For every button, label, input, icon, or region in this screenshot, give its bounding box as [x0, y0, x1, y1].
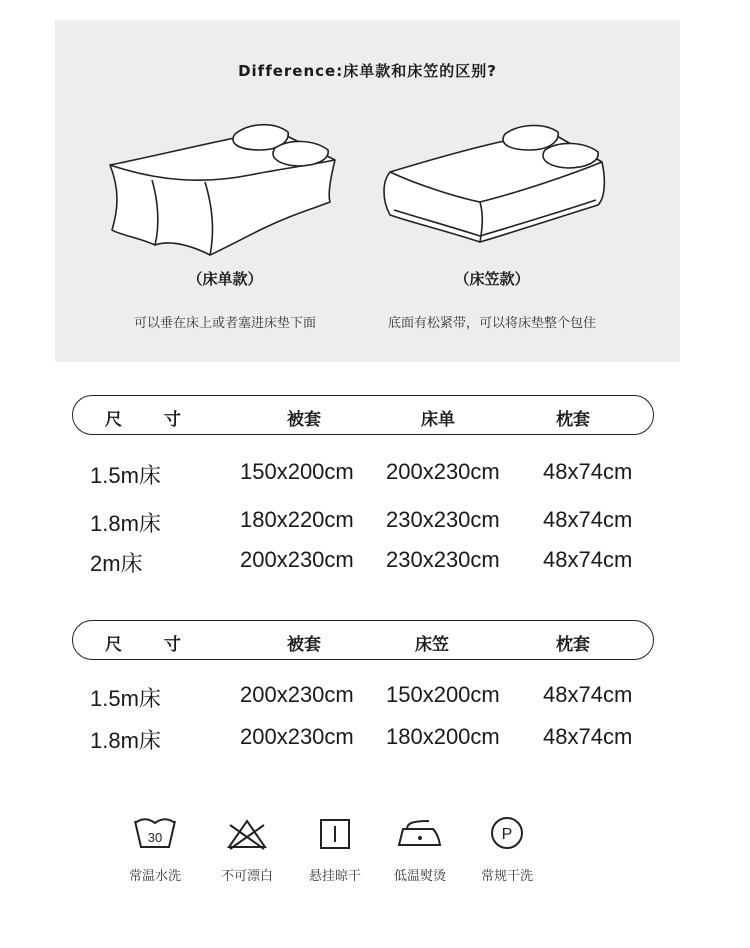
- table-row: [0, 547, 750, 577]
- hang-dry-icon: [312, 815, 358, 851]
- row-duvet: 200x230cm: [240, 724, 354, 749]
- row-size: 1.8m床: [90, 728, 161, 753]
- care-wash: [115, 815, 195, 884]
- row-fitted: 180x200cm: [386, 724, 500, 749]
- no-bleach-icon: [224, 815, 270, 851]
- row-pillowcase: 48x74cm: [543, 724, 633, 749]
- row-fitted: 150x200cm: [386, 682, 500, 707]
- flat-sheet-label: （床单款）: [187, 270, 263, 288]
- care-hang-dry-label: 悬挂晾干: [308, 869, 361, 884]
- low-iron-icon: [395, 815, 445, 851]
- table2-header-size: 尺 寸: [105, 635, 199, 655]
- row-sheet: 230x230cm: [386, 547, 500, 572]
- row-duvet: 200x230cm: [240, 547, 354, 572]
- row-pillowcase: 48x74cm: [543, 507, 633, 532]
- row-duvet: 180x220cm: [240, 507, 354, 532]
- table1-header-sheet: 床单: [421, 410, 455, 430]
- care-dry-clean: [467, 815, 547, 884]
- table-row: [0, 459, 750, 489]
- fitted-sheet-description: 底面有松紧带，可以将床垫整个包住: [387, 316, 596, 331]
- table1-header-pillowcase: 枕套: [556, 410, 590, 430]
- row-duvet: 150x200cm: [240, 459, 354, 484]
- table-row: [0, 682, 750, 712]
- table1-header-size: 尺 寸: [105, 410, 199, 430]
- fitted-sheet-label: （床笠款）: [454, 270, 530, 288]
- row-sheet: 200x230cm: [386, 459, 500, 484]
- table1-header-duvet: 被套: [287, 410, 321, 430]
- table-row: [0, 507, 750, 537]
- row-size: 2m床: [90, 551, 143, 576]
- flat-sheet-bed-illustration: [100, 120, 350, 260]
- table-row: [0, 724, 750, 754]
- dry-clean-icon: [484, 815, 530, 851]
- care-dry-clean-label: 常规干洗: [480, 869, 533, 884]
- fitted-sheet-bed-illustration: [380, 120, 620, 250]
- row-sheet: 230x230cm: [386, 507, 500, 532]
- row-pillowcase: 48x74cm: [543, 547, 633, 572]
- panel-title: [55, 60, 680, 81]
- row-size: 1.5m床: [90, 686, 161, 711]
- table2-header-pillowcase: 枕套: [556, 635, 590, 655]
- care-no-bleach-label: 不可漂白: [220, 869, 273, 884]
- care-low-iron-label: 低温熨烫: [393, 869, 446, 884]
- panel-title-en: Difference:: [238, 62, 344, 80]
- dry-clean-letter: P: [501, 826, 513, 843]
- care-wash-label: 常温水洗: [128, 869, 181, 884]
- table2-header-duvet: 被套: [287, 635, 321, 655]
- wash-30-icon: [132, 815, 178, 851]
- care-low-iron: [380, 815, 460, 884]
- table2-header-fitted: 床笠: [415, 635, 449, 655]
- table2-header: [72, 620, 654, 660]
- comparison-panel: [55, 20, 680, 362]
- wash-temperature: 30: [147, 830, 163, 845]
- row-duvet: 200x230cm: [240, 682, 354, 707]
- care-no-bleach: [207, 815, 287, 884]
- row-pillowcase: 48x74cm: [543, 459, 633, 484]
- table1-header: [72, 395, 654, 435]
- flat-sheet-description: 可以垂在床上或者塞进床垫下面: [133, 316, 316, 331]
- care-hang-dry: [295, 815, 375, 884]
- panel-title-cn: 床单款和床笠的区别?: [343, 62, 497, 80]
- row-pillowcase: 48x74cm: [543, 682, 633, 707]
- row-size: 1.8m床: [90, 511, 161, 536]
- row-size: 1.5m床: [90, 463, 161, 488]
